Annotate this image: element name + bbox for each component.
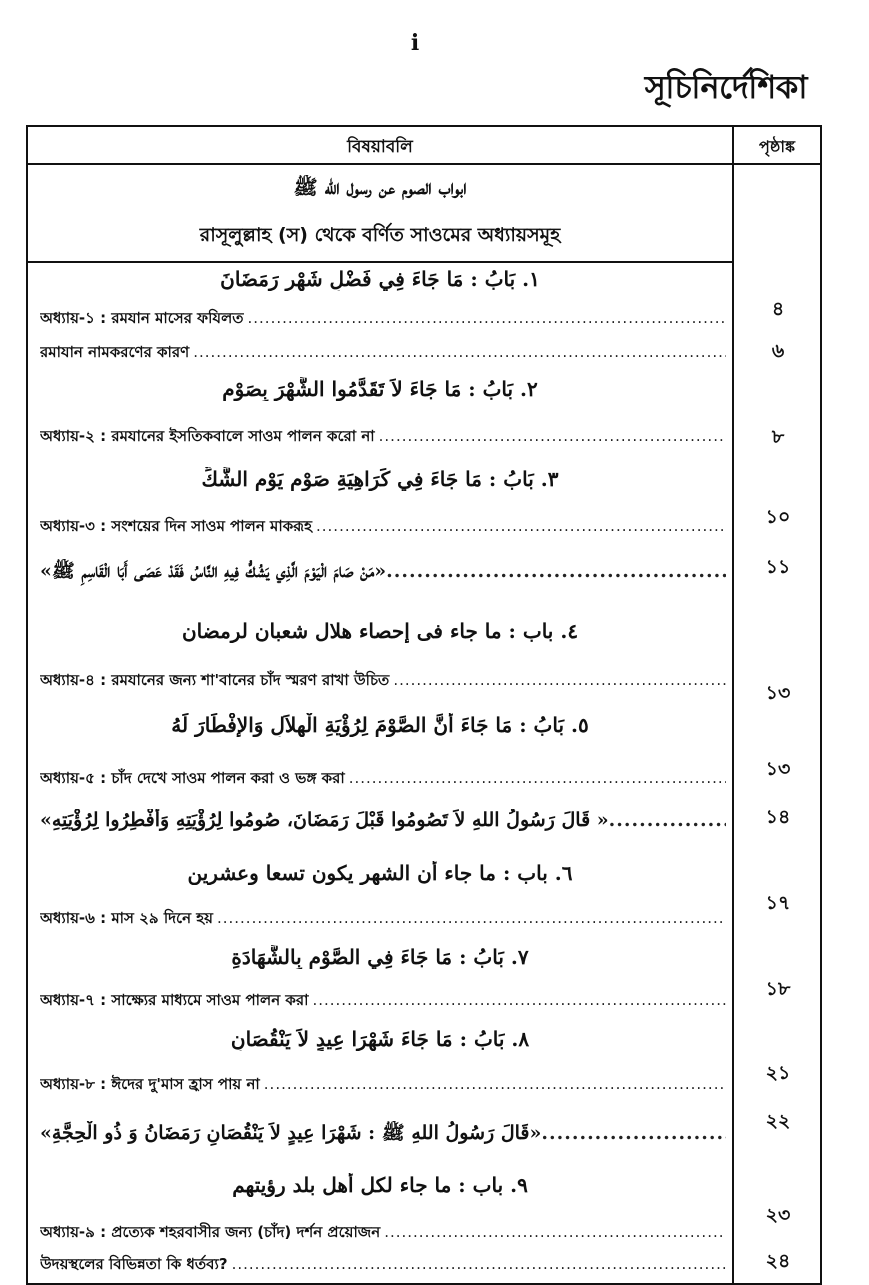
toc-entry[interactable] [40,1073,726,1098]
entry-page: ১৩ [765,682,791,704]
leader-dots [232,1255,726,1273]
entry-text: অধ্যায়-২ : রমযানের ইসতিকবালে সাওম পালন করো না [40,427,375,445]
toc-entry-quote[interactable] [40,809,726,831]
entry-text: অধ্যায়-৬ : মাস ২৯ দিনে হয় [40,909,213,927]
section-arabic-title: ٦. باب : ما جاء أن الشهر يكون تسعا وعشرين [187,861,573,885]
entry-text: অধ্যায়-৫ : চাঁদ দেখে সাওম পালন করা ও ভঙ্গ করা [40,769,345,787]
entry-page: ১৭ [765,892,791,914]
section-arabic-title: ٥. بَابُ : مَا جَاءَ أَنَّ الصَّوْمَ لِرُؤْيَةِ الْهِلاَلِ وَالإِفْطَارَ لَهُ [171,713,589,737]
page-title: সূচিনির্দেশিকা [644,68,807,106]
entry-page: ৮ [771,426,785,448]
section-arabic-title: ٩. باب : ما جاء لكل أهل بلد رؤيتهم [232,1173,528,1197]
leader-dots [379,427,726,445]
quote-text: « قَالَ رَسُولُ اللهِ لاَ تَصُومُوا قَبْلَ رَمَضَانَ، صُومُوا لِرُؤْيَتِهِ وَأَفْطِرُوا لِرُؤْيَتِهِ» [40,809,609,831]
entry-text: অধ্যায়-৮ : ঈদের দু'মাস হ্রাস পায় না [40,1075,260,1093]
entry-page: ১৩ [765,758,791,780]
toc-entry[interactable] [40,341,726,366]
chapter-bengali-title: রাসূলুল্লাহ (স) থেকে বর্ণিত সাওমের অধ্যায়সমূহ [199,224,561,246]
page-number: i [410,30,420,56]
quote-text: «مَنْ صَامَ الْيَوْمَ الَّذِي يَشُكُّ فِيهِ النَّاسُ فَقَدْ عَصَى أَبَا الْقَاسِمِ ﷺ» [40,560,387,582]
section-arabic-title: ٣. بَابُ : مَا جَاءَ فِي كَرَاهِيَةِ صَوْمِ يَوْمِ الشَّكِّ [201,467,559,491]
table-of-contents [26,125,822,1285]
leader-dots [541,1122,726,1144]
leader-dots [384,1223,726,1241]
toc-entry-quote[interactable] [40,1121,726,1149]
entry-page: ২৪ [765,1250,791,1272]
toc-entry[interactable] [40,1253,726,1278]
entry-page: ২২ [765,1110,791,1132]
header-page: পৃষ্ঠাঙ্ক [759,137,795,156]
leader-dots [316,517,726,535]
entry-text: অধ্যায়-১ : রমযান মাসের ফযিলত [40,309,244,327]
leader-dots [386,560,726,582]
section-arabic-title: ٧. بَابُ : مَا جَاءَ فِي الصَّوْمِ بِالشَّهَادَةِ [231,945,529,969]
entry-page: ১০ [765,506,791,528]
leader-dots [248,309,727,327]
entry-page: ৬ [771,340,785,362]
entry-text: অধ্যায়-৪ : রমযানের জন্য শা'বানের চাঁদ স্মরণ রাখা উচিত [40,671,390,689]
entry-page: ১৮ [765,978,791,1000]
quote-text: «قَالَ رَسُولُ اللهِ ﷺ : شَهْرَا عِيدٍ لاَ يَنْقُصَانِ رَمَضَانُ وَ ذُو الْحِجَّةِ» [40,1122,542,1144]
leader-dots [193,343,726,361]
chapter-arabic-title: ابواب الصوم عن رسول الله ﷺ [293,175,467,199]
entry-page: ২১ [765,1062,791,1084]
entry-page: ১১ [765,556,791,578]
section-arabic-title: ٤. باب : ما جاء فى إحصاء هلال شعبان لرمضان [181,619,579,643]
section-divider [28,261,732,263]
toc-entry[interactable] [40,307,726,332]
entry-text: উদয়স্থলের বিভিন্নতা কি ধর্তব্য? [40,1255,228,1273]
entry-text: অধ্যায়-৯ : প্রত্যেক শহরবাসীর জন্য (চাঁদ) দর্শন প্রয়োজন [40,1223,381,1241]
table-header [28,127,820,165]
entry-text: রমাযান নামকরণের কারণ [40,343,190,361]
entry-page: ৪ [771,298,785,320]
toc-entry[interactable] [40,907,726,932]
leader-dots [264,1075,726,1093]
toc-entry[interactable] [40,989,726,1014]
leader-dots [217,909,726,927]
leader-dots [393,671,726,689]
toc-entry-quote[interactable] [40,559,726,587]
entry-page: ১৪ [765,806,791,828]
toc-entry[interactable] [40,767,726,792]
header-subject: বিষয়াবলি [347,137,413,157]
leader-dots [312,991,726,1009]
section-arabic-title: ٢. بَابُ : مَا جَاءَ لاَ تَقَدَّمُوا الشَّهْرَ بِصَوْمٍ [222,377,538,401]
section-arabic-title: ١. بَابُ : مَا جَاءَ فِي فَضْلِ شَهْرِ رَمَضَانَ [220,267,540,291]
leader-dots [609,809,726,831]
leader-dots [349,769,726,787]
toc-entry[interactable] [40,515,726,540]
section-arabic-title: ٨. بَابُ : مَا جَاءَ شَهْرَا عِيدٍ لاَ يَنْقُصَانِ [230,1027,530,1051]
entry-page: ২৩ [765,1204,791,1226]
toc-entry[interactable] [40,425,726,450]
entry-text: অধ্যায়-৩ : সংশয়ের দিন সাওম পালন মাকরূহ [40,517,312,535]
toc-entry[interactable] [40,669,726,694]
entry-text: অধ্যায়-৭ : সাক্ষ্যের মাধ্যমে সাওম পালন করা [40,991,309,1009]
toc-entry[interactable] [40,1221,726,1246]
